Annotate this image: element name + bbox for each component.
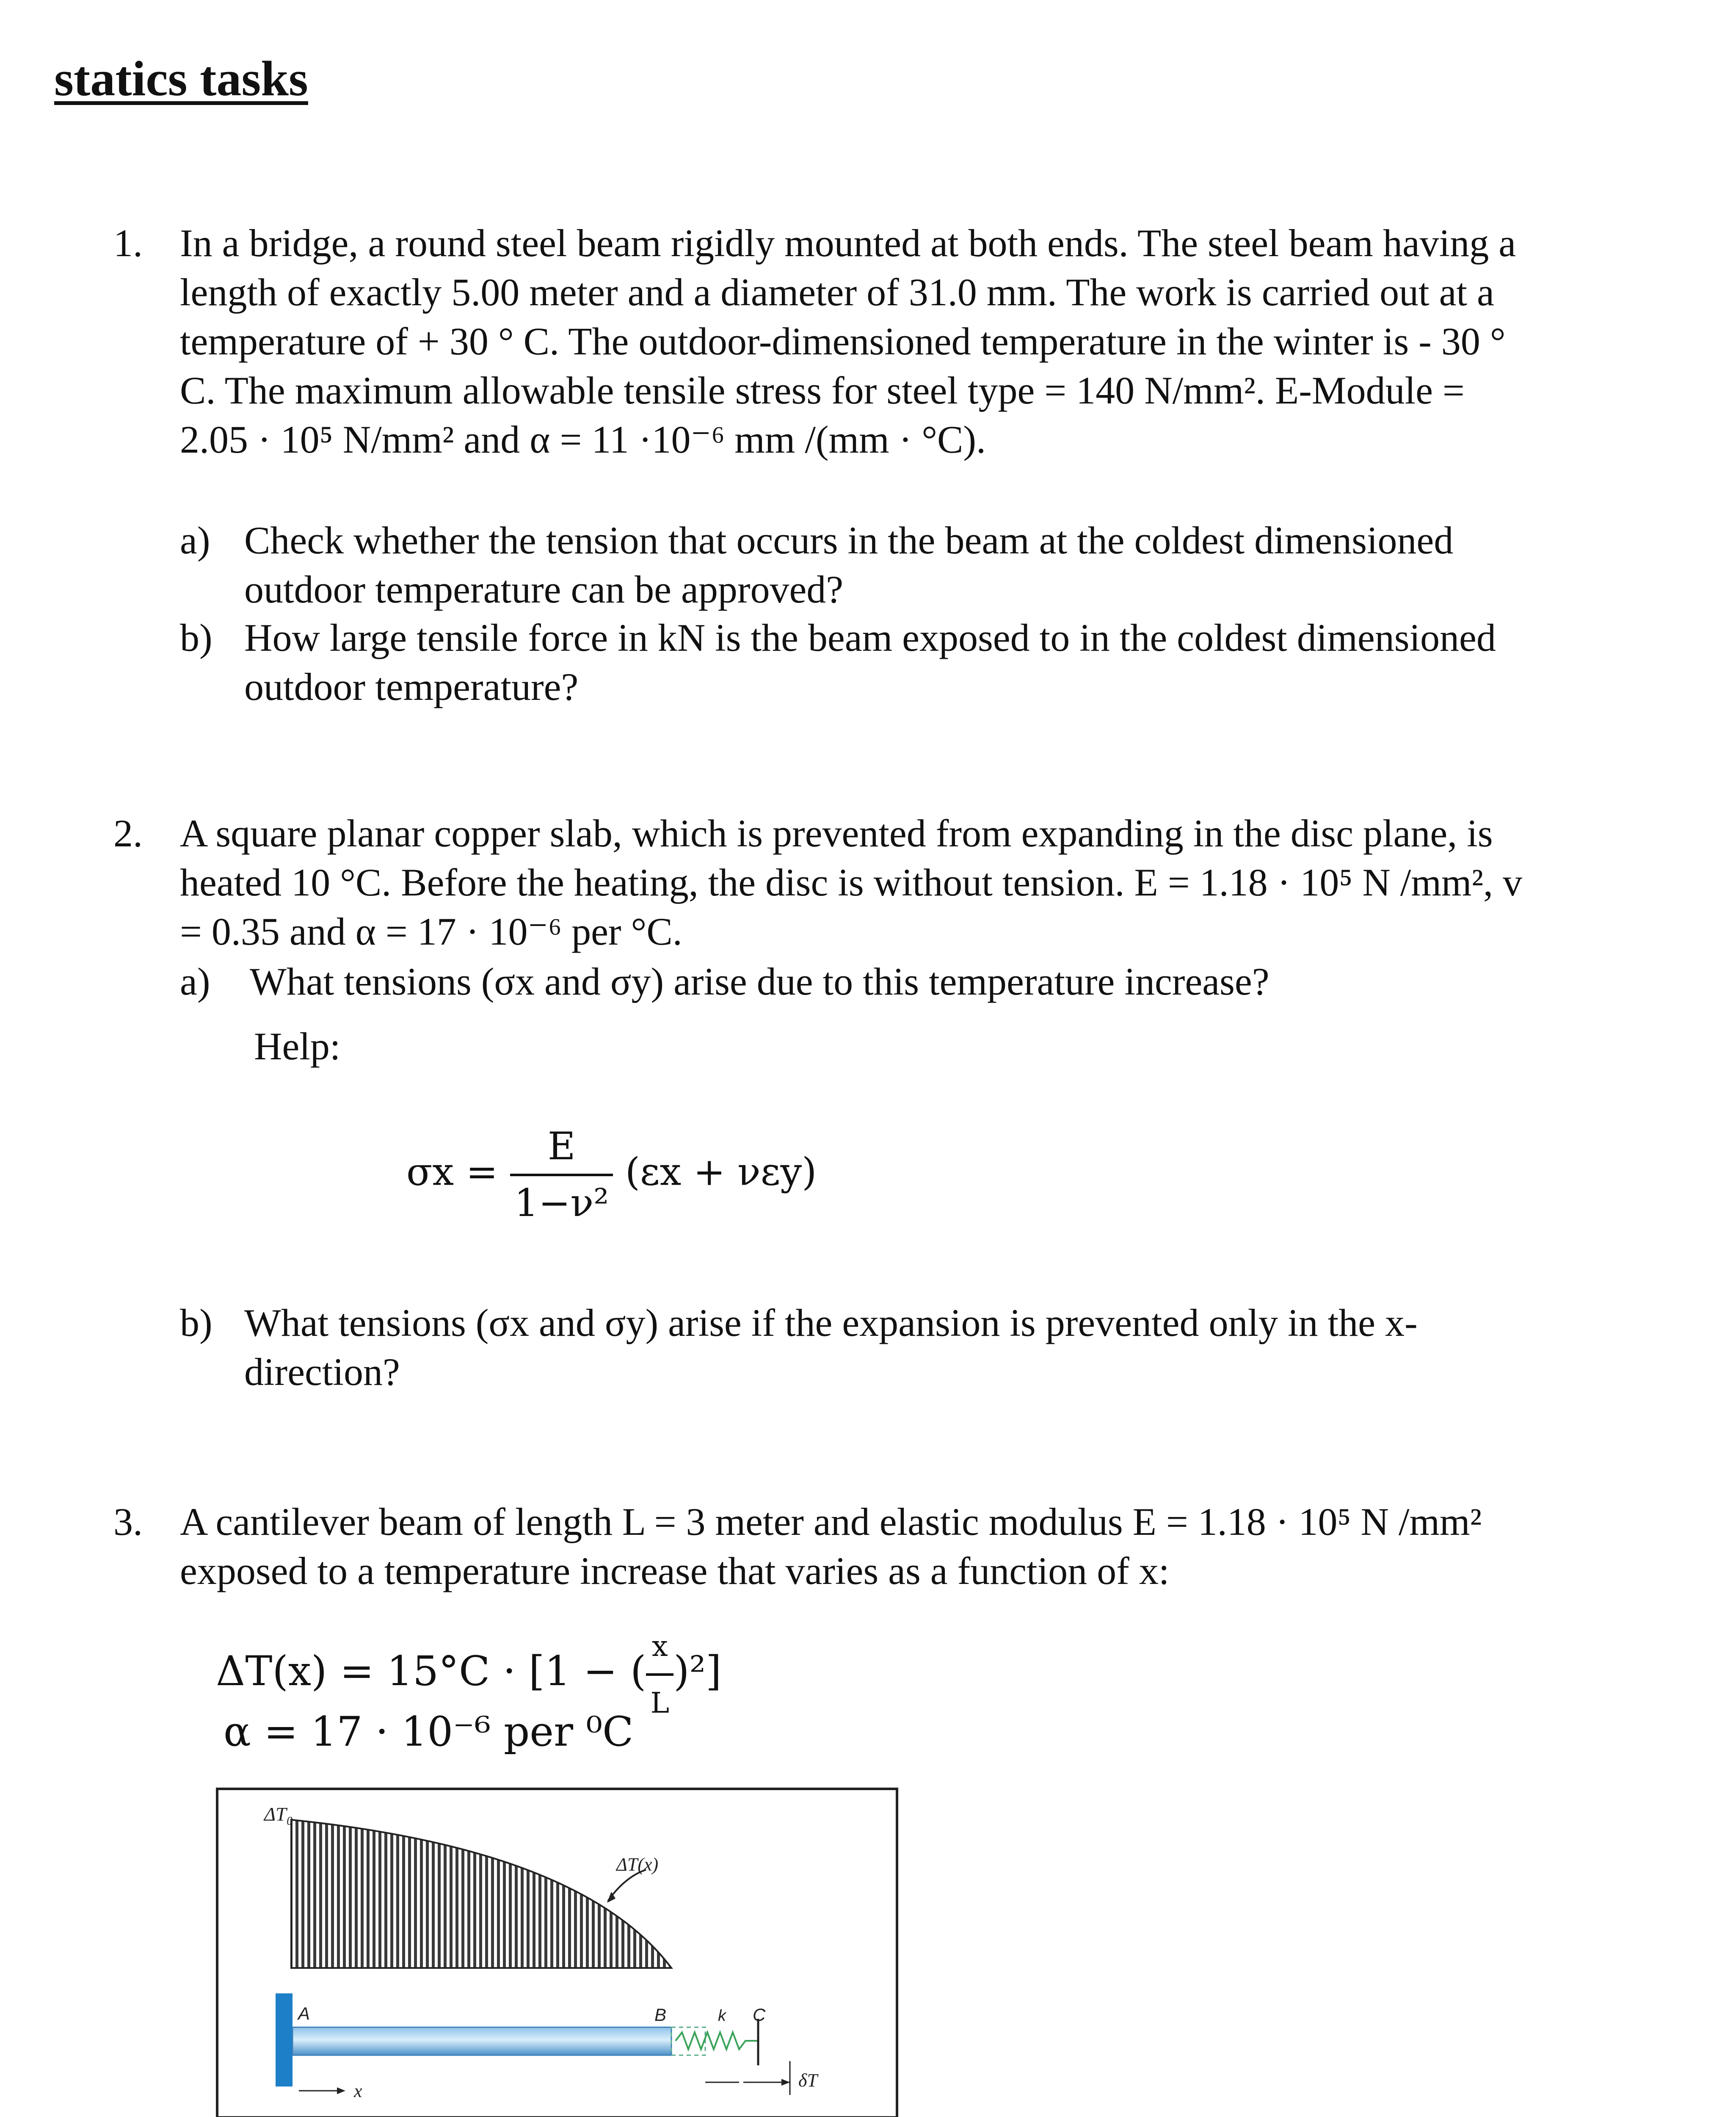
delta-tx-label: ΔT(x) — [616, 1854, 659, 1875]
spring — [676, 2032, 758, 2049]
question-line: How large tensile force in kN is the beam exposed to in the coldest dimensioned — [244, 616, 1496, 659]
formula-numerator: E — [510, 1121, 613, 1176]
equation-fraction — [646, 1621, 673, 1728]
task-3-statement — [180, 1497, 1482, 1595]
delta-t-label: δT — [798, 2070, 817, 2091]
spring-k-label: k — [718, 2007, 726, 2025]
task-2-line: A square planar copper slab, which is prevented from expanding in the disc plane, is — [180, 812, 1493, 855]
task-3-line: A cantilever beam of length L = 3 meter and elastic modulus E = 1.18 · 10⁵ N /mm² — [180, 1500, 1482, 1543]
beam-body — [293, 2027, 671, 2055]
task-1-question-b-label: b) — [180, 616, 213, 659]
formula-lhs: σx = — [406, 1150, 498, 1194]
question-line: outdoor temperature can be approved? — [244, 568, 844, 611]
point-b-label: B — [654, 2005, 667, 2025]
task-3-line: exposed to a temperature increase that varies as a function of x: — [180, 1549, 1170, 1592]
task-2-question-b-label: b) — [180, 1301, 213, 1344]
task-1-number: 1. — [113, 221, 143, 265]
task-1-line: temperature of + 30 ° C. The outdoor-dimensioned temperature in the winter is - 30 ° — [180, 320, 1506, 363]
point-c-label: C — [753, 2005, 766, 2025]
task-1-question-a-label: a) — [180, 519, 210, 562]
question-line: direction? — [244, 1350, 400, 1393]
task-1-statement — [180, 218, 1516, 464]
point-a-label: A — [298, 2004, 310, 2023]
question-line: Check whether the tension that occurs in the beam at the coldest dimensioned — [244, 519, 1454, 562]
beam-figure — [216, 1788, 898, 2117]
formula-fraction — [510, 1121, 613, 1229]
page-title: statics tasks — [54, 51, 308, 106]
task-2-question-a: What tensions (σx and σy) arise due to this temperature increase? — [250, 960, 1270, 1003]
task-3-equation-2: α = 17 · 10⁻⁶ per ⁰C — [224, 1708, 634, 1755]
task-2-line: = 0.35 and α = 17 · 10⁻⁶ per °C. — [180, 910, 682, 953]
task-2-statement — [180, 809, 1522, 956]
equation-lhs: ΔT(x) = 15°C · [1 − ( — [216, 1647, 646, 1695]
formula-rhs: (εx + νεy) — [625, 1150, 817, 1194]
x-axis-arrowhead — [337, 2087, 345, 2094]
task-1-line: C. The maximum allowable tensile stress for steel type = 140 N/mm². E-Module = — [180, 369, 1465, 412]
task-2-help-label: Help: — [254, 1025, 341, 1068]
equation-rhs: )²] — [673, 1647, 722, 1695]
fixed-wall — [276, 1993, 293, 2087]
question-line: What tensions (σx and σy) arise if the expansion is prevented only in the x- — [244, 1301, 1418, 1344]
task-1-line: 2.05 · 10⁵ N/mm² and α = 11 ·10⁻⁶ mm /(mm · °C). — [180, 418, 986, 461]
task-2-question-b — [244, 1298, 1418, 1396]
task-2-question-a-label: a) — [180, 960, 210, 1003]
task-1-question-b — [244, 613, 1496, 711]
formula-denominator: 1−ν² — [514, 1181, 609, 1225]
task-1-line: length of exactly 5.00 meter and a diameter of 31.0 mm. The work is carried out at a — [180, 271, 1494, 314]
delta-t-arrowhead — [781, 2079, 790, 2086]
delta-t0-label: ΔT₀ — [264, 1803, 293, 1825]
task-1-line: In a bridge, a round steel beam rigidly mounted at both ends. The steel beam having a — [180, 221, 1516, 265]
task-2-number: 2. — [113, 812, 143, 855]
task-3-number: 3. — [113, 1500, 143, 1543]
task-1-question-a — [244, 516, 1453, 614]
x-axis-label: x — [354, 2081, 362, 2101]
equation-numerator: x — [646, 1621, 673, 1676]
equation-denominator: L — [650, 1686, 670, 1719]
beam-diagram — [218, 1790, 896, 2116]
question-line: outdoor temperature? — [244, 665, 579, 708]
task-2-formula — [406, 1121, 817, 1229]
task-2-line: heated 10 °C. Before the heating, the disc is without tension. E = 1.18 · 10⁵ N /mm², v — [180, 861, 1523, 904]
